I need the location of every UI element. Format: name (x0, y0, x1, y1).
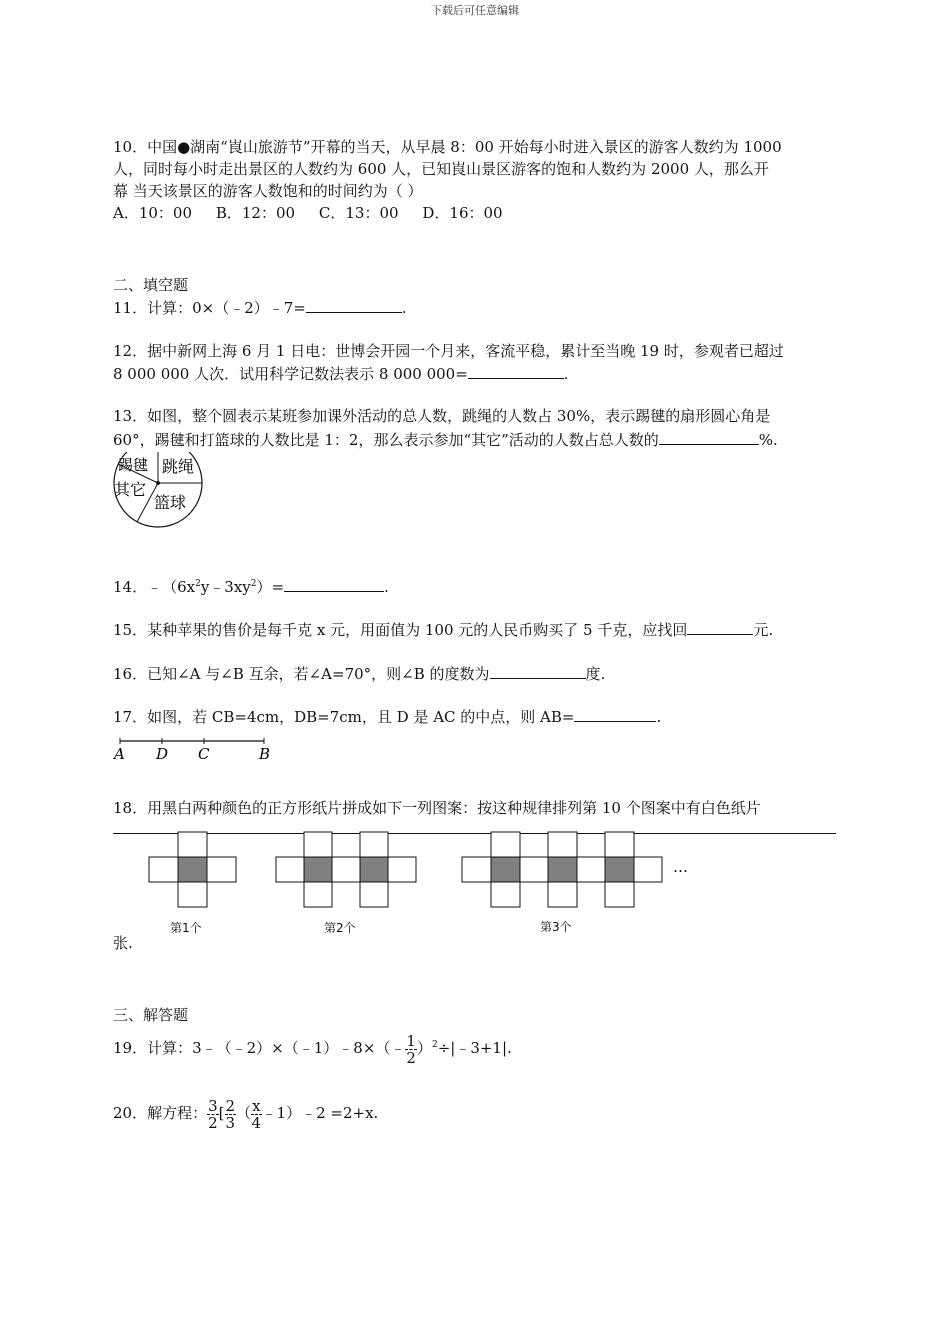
q10-line1: 10．中国●湖南“崀山旅游节”开幕的当天，从早晨 8：00 开始每小时进入景区的游客人数约为 1000 (113, 138, 782, 156)
q13-line2 (113, 429, 778, 451)
q16 (113, 663, 605, 685)
activity-pie-figure (110, 452, 206, 530)
q10-line3: 幕 当天该景区的游客人数饱和的时间约为（ ） (113, 182, 423, 200)
q11 (113, 297, 407, 319)
tile-white (548, 882, 577, 907)
q15 (113, 619, 773, 641)
tile-black (548, 857, 577, 882)
tile-black (178, 857, 207, 882)
q20-fraction-1 (207, 1098, 219, 1131)
q16-end: 度. (585, 665, 606, 683)
tile-white (462, 857, 491, 882)
q14-blank (284, 576, 384, 592)
pattern-2-label: 第2个 (324, 921, 356, 935)
q17 (113, 706, 661, 728)
tile-white (491, 832, 520, 857)
q14-text-c: ）= (256, 578, 285, 596)
section-answer-title: 三、解答题 (113, 1006, 189, 1024)
tile-white (332, 857, 360, 882)
q14 (113, 576, 389, 598)
tile-white (388, 857, 416, 882)
tile-white (149, 857, 178, 882)
q19-num: 1 (406, 1031, 416, 1050)
pie-center (156, 481, 160, 485)
segment-figure (112, 735, 274, 765)
pattern-3-label: 第3个 (540, 920, 572, 934)
section-fill-in-title: 二、填空题 (113, 276, 189, 294)
q15-text: 15．某种苹果的售价是每千克 x 元，用面值为 100 元的人民币购买了 5 千克，应找回 (113, 621, 688, 639)
q12-line2 (113, 363, 569, 385)
q10-options: A．10：00 B．12：00 C．13：00 D．16：00 (113, 204, 503, 222)
q19-paren: ） (416, 1039, 432, 1057)
point-label-b: B (259, 745, 271, 763)
tile-patterns-figure (145, 830, 705, 910)
q11-end: . (401, 299, 407, 317)
tile-white (360, 832, 388, 857)
q20-text: 20．解方程： (113, 1104, 208, 1122)
q19-exp: 2 (431, 1040, 438, 1050)
tile-black (360, 857, 388, 882)
q20-end: ﹣1）﹣2 =2+x. (261, 1104, 379, 1122)
q17-end: . (656, 708, 662, 726)
q12-end: . (563, 365, 569, 383)
q15-blank (687, 619, 753, 635)
q20-f1-den: 2 (208, 1113, 218, 1132)
q17-blank (574, 706, 656, 722)
q15-end: 元. (753, 621, 774, 639)
q18-line2: 张. (113, 934, 133, 952)
pattern-3 (462, 832, 662, 907)
q11-text: 11．计算：0×（﹣2）﹣7= (113, 299, 306, 317)
q20-f1-num: 3 (208, 1096, 218, 1115)
q17-text: 17．如图，若 CB=4cm，DB=7cm，且 D 是 AC 的中点，则 AB= (113, 708, 575, 726)
tile-white (577, 857, 605, 882)
tile-white (178, 832, 207, 857)
tile-black (605, 857, 634, 882)
q12-line1: 12．据中新网上海 6 月 1 日电：世博会开园一个月来，客流平稳，累计至当晚 19 时，参观者已超过 (113, 342, 784, 360)
q13-text: 60°，踢毽和打篮球的人数比是 1：2，那么表示参加“其它”活动的人数占总人数的 (113, 431, 659, 449)
q14-exp1: 2 (195, 579, 201, 589)
q20-f3-den: 4 (251, 1113, 262, 1132)
tile-white (178, 882, 207, 907)
pie-label-tiaosheng: 跳绳 (162, 457, 195, 476)
q13-end: %. (758, 431, 778, 449)
q14-end: . (384, 578, 389, 596)
q13-line1: 13．如图，整个圆表示某班参加课外活动的总人数，跳绳的人数占 30%，表示踢毽的扇形圆心角是 (113, 407, 771, 425)
tile-black (304, 857, 332, 882)
point-label-a: A (114, 745, 125, 763)
q19-end: ÷|﹣3+1|. (437, 1039, 512, 1057)
tile-white (304, 832, 332, 857)
q20-paren: （ (236, 1104, 252, 1122)
q14-text-b: y﹣3xy (200, 578, 251, 596)
pattern-1-label: 第1个 (170, 921, 202, 935)
tile-white (520, 857, 548, 882)
tile-white (548, 832, 577, 857)
tile-white (605, 832, 634, 857)
tile-white (605, 882, 634, 907)
q16-text: 16．已知∠A 与∠B 互余，若∠A=70°，则∠B 的度数为 (113, 665, 490, 683)
q12-text: 8 000 000 人次．试用科学记数法表示 8 000 000= (113, 365, 468, 383)
q19-fraction (405, 1033, 417, 1066)
tile-white (207, 857, 236, 882)
q18-line1: 18．用黑白两种颜色的正方形纸片拼成如下一列图案：按这种规律排列第 10 个图案中有白色纸片 (113, 799, 761, 817)
pattern-1 (149, 832, 236, 907)
q12-blank (468, 363, 564, 379)
q19-den: 2 (406, 1048, 416, 1067)
q16-blank (490, 663, 586, 679)
q13-blank (659, 429, 759, 445)
q20 (113, 1093, 378, 1133)
q11-blank (306, 297, 402, 313)
q20-f2-den: 3 (225, 1113, 236, 1132)
tile-white (634, 857, 662, 882)
tile-black (491, 857, 520, 882)
pie-label-qita: 其它 (114, 480, 147, 499)
q20-fraction-3 (251, 1098, 261, 1131)
tile-white (304, 882, 332, 907)
q19 (113, 1028, 512, 1068)
q20-f3-num: x (252, 1096, 261, 1115)
q19-text: 19．计算：3﹣（﹣2）×（﹣1）﹣8×（﹣ (113, 1039, 406, 1057)
q20-fraction-2 (225, 1098, 237, 1131)
pie-label-lanqiu: 篮球 (154, 493, 187, 512)
q20-f2-num: 2 (225, 1096, 236, 1115)
patterns-ellipsis: … (673, 858, 688, 876)
tile-white (360, 882, 388, 907)
tile-white (491, 882, 520, 907)
point-label-d: D (156, 745, 169, 763)
tile-white (276, 857, 304, 882)
q10-line2: 人，同时每小时走出景区的人数约为 600 人，已知崀山景区游客的饱和人数约为 2000 人，那么开 (113, 160, 769, 178)
page-header: 下载后可任意编辑 (431, 4, 519, 17)
q20-bracket: [ (218, 1104, 225, 1122)
point-label-c: C (198, 745, 210, 763)
q14-exp2: 2 (250, 579, 257, 589)
pattern-2 (276, 832, 416, 907)
q14-text-a: 14．﹣（6x (113, 578, 196, 596)
pie-label-jianzi: 踢毽 (118, 456, 149, 474)
